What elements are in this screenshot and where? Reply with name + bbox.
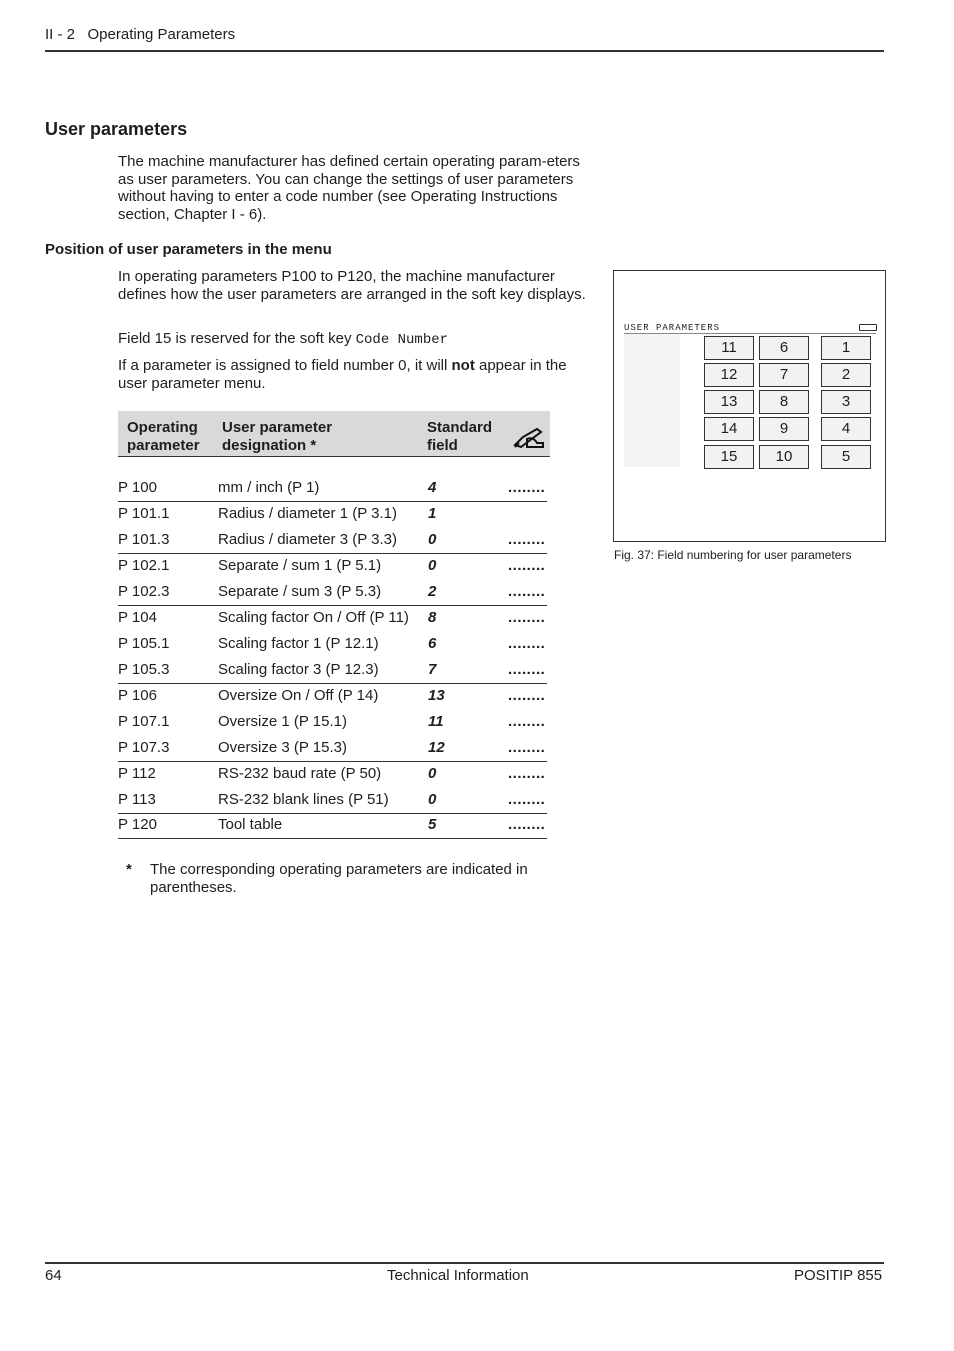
cell-entry-blank: ........ bbox=[508, 583, 546, 600]
cell-standard-field: 5 bbox=[428, 816, 437, 833]
table-row bbox=[118, 579, 547, 606]
user-parameter-table bbox=[118, 411, 550, 833]
cell-operating-parameter: P 101.3 bbox=[118, 531, 170, 548]
cell-designation: Scaling factor 3 (P 12.3) bbox=[218, 661, 379, 678]
footer-section-title: Technical Information bbox=[387, 1267, 529, 1284]
cell-designation: Oversize 1 (P 15.1) bbox=[218, 713, 347, 730]
cell-entry-blank: ........ bbox=[508, 635, 546, 652]
cell-standard-field: 1 bbox=[428, 505, 437, 522]
cell-operating-parameter: P 112 bbox=[118, 765, 156, 782]
cell-standard-field: 2 bbox=[428, 583, 437, 600]
cell-standard-field: 13 bbox=[428, 687, 445, 704]
softkey-field-box: 12 bbox=[704, 363, 754, 387]
softkey-field-box: 14 bbox=[704, 417, 754, 441]
page-number: 64 bbox=[45, 1267, 62, 1284]
cell-standard-field: 0 bbox=[428, 765, 437, 782]
cell-entry-blank: ........ bbox=[508, 765, 546, 782]
cell-designation: Scaling factor On / Off (P 11) bbox=[218, 609, 409, 626]
softkey-field-box: 8 bbox=[759, 390, 809, 414]
cell-operating-parameter: P 105.3 bbox=[118, 661, 170, 678]
cell-standard-field: 0 bbox=[428, 557, 437, 574]
col-header-operating-parameter bbox=[127, 419, 200, 455]
col-header-field-line1: Standard bbox=[427, 419, 493, 436]
cell-standard-field: 4 bbox=[428, 479, 437, 496]
cell-designation: Oversize On / Off (P 14) bbox=[218, 687, 379, 704]
cell-designation: Scaling factor 1 (P 12.1) bbox=[218, 635, 379, 652]
table-row bbox=[118, 631, 547, 657]
cell-operating-parameter: P 106 bbox=[118, 687, 157, 704]
footnote-mark: * bbox=[126, 861, 132, 878]
table-row bbox=[118, 605, 547, 631]
table-row bbox=[118, 787, 547, 814]
col-header-field-line2: field bbox=[427, 437, 458, 454]
table-row bbox=[118, 735, 547, 762]
col-header-designation bbox=[222, 419, 332, 455]
cell-operating-parameter: P 105.1 bbox=[118, 635, 170, 652]
user-parameters-screen-figure bbox=[613, 270, 886, 542]
para3-before: If a parameter is assigned to field number 0, it will bbox=[118, 357, 452, 374]
para3-after: appear in the user parameter menu. bbox=[118, 357, 567, 392]
col-header-param-line1: Operating bbox=[127, 419, 198, 436]
softkey-field-box: 13 bbox=[704, 390, 754, 414]
screen-display-area bbox=[624, 334, 680, 467]
cell-designation: Radius / diameter 3 (P 3.3) bbox=[218, 531, 397, 548]
softkey-field-box: 6 bbox=[759, 336, 809, 360]
cell-entry-blank: ........ bbox=[508, 531, 546, 548]
cell-entry-blank: ........ bbox=[508, 479, 546, 496]
para3-bold: not bbox=[451, 357, 475, 374]
cell-designation: Oversize 3 (P 15.3) bbox=[218, 739, 347, 756]
cell-operating-parameter: P 104 bbox=[118, 609, 157, 626]
cell-designation: mm / inch (P 1) bbox=[218, 479, 320, 496]
cell-entry-blank: ........ bbox=[508, 791, 546, 808]
running-header: II - 2 Operating Parameters bbox=[45, 26, 236, 43]
footnote-text: The corresponding operating parameters are indicated in parentheses. bbox=[150, 861, 528, 896]
table-row bbox=[118, 683, 547, 709]
header-rule bbox=[45, 50, 884, 52]
cell-operating-parameter: P 102.1 bbox=[118, 557, 170, 574]
softkey-field-box: 2 bbox=[821, 363, 871, 387]
battery-icon bbox=[859, 324, 877, 331]
cell-standard-field: 7 bbox=[428, 661, 437, 678]
table-row bbox=[118, 553, 547, 579]
footer-rule bbox=[45, 1262, 884, 1264]
softkey-field-box: 11 bbox=[704, 336, 754, 360]
cell-entry-blank: ........ bbox=[508, 687, 546, 704]
position-paragraph-1: In operating parameters P100 to P120, the machine manufacturer defines how the user parameters are arranged in the soft key displays. bbox=[118, 268, 586, 303]
table-row bbox=[118, 527, 547, 554]
position-paragraph-2 bbox=[118, 330, 596, 350]
table-row bbox=[118, 657, 547, 684]
table-row bbox=[118, 812, 547, 839]
col-header-desig-line2: designation * bbox=[222, 437, 317, 454]
cell-entry-blank: ........ bbox=[508, 661, 546, 678]
cell-standard-field: 0 bbox=[428, 791, 437, 808]
table-header bbox=[118, 411, 550, 457]
cell-entry-blank: ........ bbox=[508, 713, 546, 730]
cell-designation: Tool table bbox=[218, 816, 283, 833]
softkey-field-box: 5 bbox=[821, 445, 871, 469]
cell-operating-parameter: P 101.1 bbox=[118, 505, 170, 522]
section-title: User parameters bbox=[45, 119, 188, 139]
cell-standard-field: 8 bbox=[428, 609, 437, 626]
figure-caption: Fig. 37: Field numbering for user parameters bbox=[614, 548, 852, 562]
cell-standard-field: 0 bbox=[428, 531, 437, 548]
code-number-softkey-label: Code Number bbox=[355, 332, 449, 348]
cell-entry-blank: ........ bbox=[508, 739, 546, 756]
cell-designation: RS-232 blank lines (P 51) bbox=[218, 791, 389, 808]
para2-text: Field 15 is reserved for the soft key bbox=[118, 330, 356, 347]
cell-operating-parameter: P 100 bbox=[118, 479, 157, 496]
cell-designation: Separate / sum 3 (P 5.3) bbox=[218, 583, 382, 600]
col-header-param-line2: parameter bbox=[127, 437, 200, 454]
table-row bbox=[118, 475, 547, 502]
cell-designation: Radius / diameter 1 (P 3.1) bbox=[218, 505, 397, 522]
cell-designation: RS-232 baud rate (P 50) bbox=[218, 765, 382, 782]
footer-product-name: POSITIP 855 bbox=[794, 1267, 883, 1284]
softkey-field-box: 15 bbox=[704, 445, 754, 469]
cell-operating-parameter: P 107.1 bbox=[118, 713, 170, 730]
cell-entry-blank: ........ bbox=[508, 816, 546, 833]
softkey-field-box: 9 bbox=[759, 417, 809, 441]
softkey-field-box: 1 bbox=[821, 336, 871, 360]
softkey-field-box: 7 bbox=[759, 363, 809, 387]
cell-standard-field: 11 bbox=[428, 713, 444, 730]
writing-hand-icon bbox=[513, 425, 547, 449]
col-header-desig-line1: User parameter bbox=[222, 419, 333, 436]
col-header-standard-field bbox=[427, 419, 492, 455]
cell-operating-parameter: P 113 bbox=[118, 791, 156, 808]
cell-entry-blank: ........ bbox=[508, 557, 546, 574]
cell-standard-field: 6 bbox=[428, 635, 437, 652]
cell-designation: Separate / sum 1 (P 5.1) bbox=[218, 557, 382, 574]
screen-title: USER PARAMETERS bbox=[624, 323, 721, 333]
position-paragraph-3 bbox=[118, 357, 596, 392]
softkey-field-box: 4 bbox=[821, 417, 871, 441]
cell-operating-parameter: P 120 bbox=[118, 816, 157, 833]
softkey-field-box: 10 bbox=[759, 445, 809, 469]
cell-standard-field: 12 bbox=[428, 739, 445, 756]
cell-entry-blank: ........ bbox=[508, 609, 546, 626]
cell-operating-parameter: P 107.3 bbox=[118, 739, 170, 756]
intro-paragraph: The machine manufacturer has defined certain operating param-eters as user parameters. You can change the settings of user parameters without having to enter a code number (see Operating Instructions section, Chapter I - 6). bbox=[118, 153, 580, 223]
subheading-position: Position of user parameters in the menu bbox=[45, 241, 332, 258]
cell-operating-parameter: P 102.3 bbox=[118, 583, 170, 600]
table-row bbox=[118, 709, 547, 735]
table-row bbox=[118, 761, 547, 787]
table-row bbox=[118, 501, 547, 527]
softkey-field-box: 3 bbox=[821, 390, 871, 414]
